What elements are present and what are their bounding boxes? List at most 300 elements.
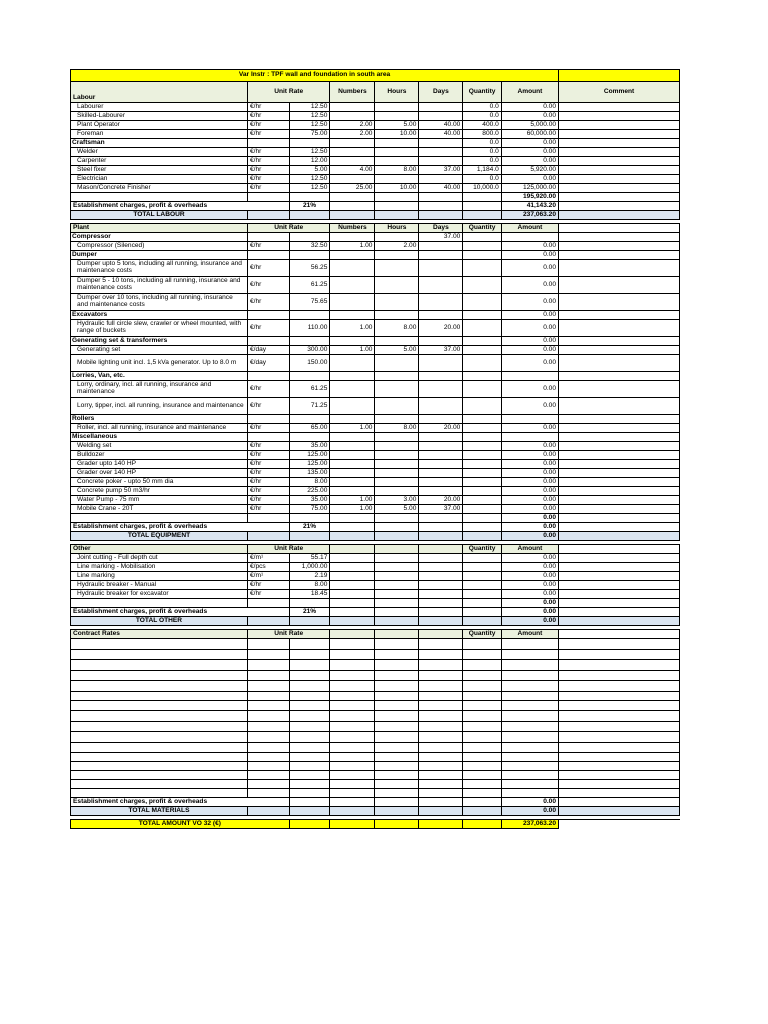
quantity-cell — [463, 505, 501, 514]
empty-cell — [375, 762, 419, 771]
unit-cell: €/hr — [247, 424, 289, 433]
empty-cell — [419, 742, 463, 753]
hours-cell: 10.00 — [375, 184, 419, 193]
unit-cell: €/m¹ — [247, 572, 289, 581]
establishment-percent — [289, 798, 330, 807]
empty-cell — [419, 599, 463, 608]
total-amount: 0.00 — [501, 617, 558, 626]
item-description: Lorry, ordinary, incl. all running, insurance and maintenance — [71, 381, 248, 398]
quantity-cell — [463, 294, 501, 311]
unit-cell: €/day — [247, 355, 289, 372]
empty-cell — [419, 608, 463, 617]
empty-cell — [330, 762, 375, 771]
hours-cell — [375, 415, 419, 424]
empty-cell — [463, 681, 501, 692]
quantity-cell: 1,184.0 — [463, 166, 501, 175]
rate-cell — [289, 337, 330, 346]
section-label-contract: Contract Rates — [71, 630, 248, 639]
days-cell — [419, 442, 463, 451]
empty-cell — [559, 753, 680, 762]
comment-cell — [559, 260, 680, 277]
amount-cell: 0.00 — [501, 478, 558, 487]
empty-cell — [419, 771, 463, 780]
empty-cell — [419, 700, 463, 711]
days-cell: 20.00 — [419, 424, 463, 433]
header-quantity: Quantity — [463, 224, 501, 233]
empty-cell — [247, 660, 289, 671]
header-days: Days — [419, 224, 463, 233]
quantity-cell — [463, 460, 501, 469]
amount-cell: 0.00 — [501, 277, 558, 294]
total-amount: 0.00 — [501, 807, 558, 816]
empty-cell — [289, 820, 330, 829]
days-cell — [419, 251, 463, 260]
unit-cell: €/pcs — [247, 563, 289, 572]
table-row — [71, 442, 680, 451]
table-row — [71, 112, 680, 121]
empty-cell — [501, 700, 558, 711]
empty-cell — [71, 599, 248, 608]
table-row — [71, 233, 680, 242]
item-description: Concrete pump 50 m3/hr — [71, 487, 248, 496]
empty-cell — [71, 711, 248, 722]
comment-cell — [559, 130, 680, 139]
hours-cell — [375, 442, 419, 451]
empty-cell — [375, 193, 419, 202]
empty-cell — [559, 771, 680, 780]
numbers-cell — [330, 337, 375, 346]
empty-cell — [289, 700, 330, 711]
amount-cell: 0.00 — [501, 563, 558, 572]
empty-cell — [419, 649, 463, 660]
unit-cell: €/hr — [247, 242, 289, 251]
table-row — [71, 175, 680, 184]
quantity-cell — [463, 496, 501, 505]
empty-cell — [375, 700, 419, 711]
empty-cell — [463, 617, 501, 626]
empty-cell — [330, 572, 375, 581]
table-row — [71, 148, 680, 157]
empty-cell — [247, 639, 289, 650]
empty-cell — [330, 532, 375, 541]
empty-cell — [71, 691, 248, 700]
amount-cell: 0.00 — [501, 505, 558, 514]
empty-cell — [330, 711, 375, 722]
quantity-cell: 10,000.0 — [463, 184, 501, 193]
unit-cell: €/hr — [247, 478, 289, 487]
numbers-cell: 4.00 — [330, 166, 375, 175]
empty-cell — [501, 681, 558, 692]
empty-cell — [419, 563, 463, 572]
header-amount: Amount — [501, 82, 558, 103]
unit-cell: €/hr — [247, 130, 289, 139]
empty-cell — [419, 732, 463, 743]
amount-cell: 0.00 — [501, 572, 558, 581]
empty-cell — [289, 762, 330, 771]
amount-cell: 0.00 — [501, 112, 558, 121]
empty-cell — [559, 711, 680, 722]
empty-cell — [330, 514, 375, 523]
empty-cell — [419, 721, 463, 732]
table-row — [71, 381, 680, 398]
quantity-cell — [463, 355, 501, 372]
hours-cell: 8.00 — [375, 166, 419, 175]
hours-cell — [375, 157, 419, 166]
amount-cell: 0.00 — [501, 469, 558, 478]
table-row — [71, 372, 680, 381]
numbers-cell — [330, 311, 375, 320]
quantity-cell — [463, 311, 501, 320]
empty-cell — [247, 789, 289, 798]
empty-cell — [419, 789, 463, 798]
empty-cell — [463, 771, 501, 780]
item-description: Hydraulic breaker for excavator — [71, 590, 248, 599]
empty-cell — [330, 820, 375, 829]
empty-cell — [330, 202, 375, 211]
amount-cell: 0.00 — [501, 581, 558, 590]
empty-cell — [71, 780, 248, 789]
item-description: Line marking — [71, 572, 248, 581]
empty-cell — [559, 617, 680, 626]
amount-cell: 0.00 — [501, 442, 558, 451]
empty-cell — [501, 660, 558, 671]
empty-cell — [289, 532, 330, 541]
quantity-cell — [463, 424, 501, 433]
rate-cell: 150.00 — [289, 355, 330, 372]
days-cell — [419, 139, 463, 148]
empty-cell — [463, 820, 501, 829]
empty-cell — [559, 608, 680, 617]
empty-cell — [375, 721, 419, 732]
empty-cell — [375, 599, 419, 608]
subtotal-amount: 0.00 — [501, 514, 558, 523]
empty-cell — [419, 514, 463, 523]
quantity-cell — [463, 242, 501, 251]
rate-cell — [289, 415, 330, 424]
item-description: Foreman — [71, 130, 248, 139]
comment-cell — [559, 175, 680, 184]
rate-cell: 1,000.00 — [289, 563, 330, 572]
table-row — [71, 433, 680, 442]
days-cell — [419, 311, 463, 320]
empty-cell — [247, 742, 289, 753]
amount-cell: 0.00 — [501, 311, 558, 320]
empty-cell — [330, 700, 375, 711]
empty-cell — [559, 721, 680, 732]
empty-cell — [375, 742, 419, 753]
amount-cell: 0.00 — [501, 451, 558, 460]
amount-cell: 0.00 — [501, 294, 558, 311]
hours-cell — [375, 260, 419, 277]
numbers-cell — [330, 294, 375, 311]
empty-cell — [419, 581, 463, 590]
subtotal-row — [71, 193, 680, 202]
table-row — [71, 581, 680, 590]
empty-cell — [463, 798, 501, 807]
hours-cell — [375, 103, 419, 112]
quantity-cell — [463, 320, 501, 337]
empty-cell — [375, 532, 419, 541]
item-description: Grader upto 140 HP — [71, 460, 248, 469]
days-cell — [419, 175, 463, 184]
empty-cell — [71, 742, 248, 753]
empty-cell — [559, 639, 680, 650]
empty-cell — [289, 732, 330, 743]
unit-cell: €/hr — [247, 320, 289, 337]
empty-cell — [330, 798, 375, 807]
empty-cell — [289, 211, 330, 220]
empty-cell — [463, 807, 501, 816]
amount-cell: 0.00 — [501, 260, 558, 277]
empty-cell — [419, 532, 463, 541]
numbers-cell — [330, 157, 375, 166]
amount-cell: 0.00 — [501, 496, 558, 505]
empty-cell — [289, 691, 330, 700]
days-cell — [419, 469, 463, 478]
empty-cell — [559, 670, 680, 681]
empty-cell — [330, 617, 375, 626]
amount-cell: 0.00 — [501, 320, 558, 337]
empty-cell — [289, 807, 330, 816]
unit-cell: €/hr — [247, 184, 289, 193]
unit-cell: €/hr — [247, 121, 289, 130]
empty-cell — [501, 711, 558, 722]
empty-cell — [289, 514, 330, 523]
numbers-cell — [330, 233, 375, 242]
empty-cell — [247, 807, 289, 816]
amount-cell — [501, 433, 558, 442]
header-unit-rate: Unit Rate — [247, 224, 329, 233]
comment-cell — [559, 320, 680, 337]
table-row — [71, 166, 680, 175]
table-row — [71, 355, 680, 372]
empty-cell — [419, 753, 463, 762]
numbers-cell — [330, 398, 375, 415]
item-description: Carpenter — [71, 157, 248, 166]
empty-cell — [559, 649, 680, 660]
header-numbers: Numbers — [330, 82, 375, 103]
days-cell — [419, 148, 463, 157]
item-description: Hydraulic breaker - Manual — [71, 581, 248, 590]
empty-cell — [330, 807, 375, 816]
empty-cell — [559, 599, 680, 608]
unit-cell — [247, 139, 289, 148]
comment-cell — [559, 242, 680, 251]
table-row — [71, 103, 680, 112]
numbers-cell — [330, 372, 375, 381]
table-row — [71, 337, 680, 346]
blank-row — [71, 681, 680, 692]
days-cell — [419, 415, 463, 424]
empty-cell — [559, 691, 680, 700]
item-description: Concrete poker - upto 50 mm dia — [71, 478, 248, 487]
hours-cell — [375, 355, 419, 372]
empty-cell — [330, 670, 375, 681]
comment-cell — [559, 451, 680, 460]
total-label: TOTAL OTHER — [71, 617, 248, 626]
days-cell — [419, 260, 463, 277]
empty-cell — [330, 780, 375, 789]
empty-cell — [375, 554, 419, 563]
hours-cell: 3.00 — [375, 496, 419, 505]
hours-cell — [375, 233, 419, 242]
amount-cell: 0.00 — [501, 251, 558, 260]
amount-cell: 125,000.00 — [501, 184, 558, 193]
section-header-plant — [71, 224, 680, 233]
total-label: TOTAL LABOUR — [71, 211, 248, 220]
comment-cell — [559, 184, 680, 193]
empty-cell — [419, 820, 463, 829]
empty-cell — [559, 202, 680, 211]
numbers-cell — [330, 433, 375, 442]
numbers-cell — [330, 381, 375, 398]
total-label: TOTAL MATERIALS — [71, 807, 248, 816]
hours-cell — [375, 381, 419, 398]
empty-cell — [247, 617, 289, 626]
empty-cell — [247, 780, 289, 789]
comment-cell — [559, 337, 680, 346]
days-cell — [419, 398, 463, 415]
unit-cell — [247, 415, 289, 424]
empty-cell — [247, 762, 289, 771]
rate-cell: 75.00 — [289, 130, 330, 139]
quantity-cell — [463, 563, 501, 572]
rate-cell: 5.00 — [289, 166, 330, 175]
numbers-cell — [330, 469, 375, 478]
table-row — [71, 487, 680, 496]
header-blank — [559, 224, 680, 233]
unit-cell: €/hr — [247, 260, 289, 277]
empty-cell — [330, 193, 375, 202]
hours-cell: 5.00 — [375, 505, 419, 514]
comment-cell — [559, 478, 680, 487]
header-hours: Hours — [375, 82, 419, 103]
total-amount: 0.00 — [501, 532, 558, 541]
item-description: Bulldozer — [71, 451, 248, 460]
hours-cell: 10.00 — [375, 130, 419, 139]
amount-cell: 0.00 — [501, 346, 558, 355]
empty-cell — [501, 639, 558, 650]
rate-cell: 135.00 — [289, 469, 330, 478]
empty-cell — [501, 780, 558, 789]
quantity-cell — [463, 337, 501, 346]
hours-cell — [375, 277, 419, 294]
comment-cell — [559, 433, 680, 442]
unit-cell: €/hr — [247, 496, 289, 505]
empty-cell — [375, 820, 419, 829]
empty-cell — [463, 599, 501, 608]
establishment-percent: 21% — [289, 608, 330, 617]
days-cell — [419, 103, 463, 112]
rate-cell: 55.17 — [289, 554, 330, 563]
grand-total-label: TOTAL AMOUNT VO 32 (€) — [71, 820, 290, 829]
empty-cell — [71, 660, 248, 671]
unit-cell — [247, 233, 289, 242]
comment-cell — [559, 505, 680, 514]
empty-cell — [71, 732, 248, 743]
comment-cell — [559, 166, 680, 175]
header-comment: Comment — [559, 82, 680, 103]
header-unit-rate: Unit Rate — [247, 82, 329, 103]
unit-cell: €/hr — [247, 166, 289, 175]
header-numbers — [330, 545, 375, 554]
days-cell — [419, 294, 463, 311]
empty-cell — [330, 523, 375, 532]
days-cell: 20.00 — [419, 320, 463, 337]
header-quantity: Quantity — [463, 545, 501, 554]
total-row — [71, 532, 680, 541]
comment-cell — [559, 103, 680, 112]
empty-cell — [375, 563, 419, 572]
empty-cell — [463, 649, 501, 660]
comment-cell — [559, 294, 680, 311]
empty-cell — [463, 523, 501, 532]
establishment-row — [71, 523, 680, 532]
category-label: Miscellaneous — [71, 433, 248, 442]
table-row — [71, 121, 680, 130]
empty-cell — [330, 789, 375, 798]
empty-cell — [247, 514, 289, 523]
empty-cell — [559, 798, 680, 807]
establishment-amount: 0.00 — [501, 608, 558, 617]
empty-cell — [247, 691, 289, 700]
table-row — [71, 590, 680, 599]
empty-cell — [501, 789, 558, 798]
subtotal-amount: 0.00 — [501, 599, 558, 608]
empty-cell — [289, 670, 330, 681]
empty-cell — [559, 732, 680, 743]
category-label: Dumper — [71, 251, 248, 260]
header-unit-rate: Unit Rate — [247, 630, 329, 639]
quantity-cell — [463, 372, 501, 381]
quantity-cell — [463, 381, 501, 398]
empty-cell — [463, 780, 501, 789]
unit-cell: €/hr — [247, 505, 289, 514]
section-label-labour: Labour — [71, 82, 248, 103]
section-header-other — [71, 545, 680, 554]
quantity-cell: 0.0 — [463, 112, 501, 121]
empty-cell — [375, 670, 419, 681]
hours-cell: 8.00 — [375, 424, 419, 433]
days-cell — [419, 277, 463, 294]
numbers-cell — [330, 355, 375, 372]
empty-cell — [463, 721, 501, 732]
days-cell — [419, 433, 463, 442]
days-cell — [419, 112, 463, 121]
empty-cell — [71, 721, 248, 732]
table-row — [71, 251, 680, 260]
unit-cell: €/hr — [247, 148, 289, 157]
hours-cell: 2.00 — [375, 242, 419, 251]
empty-cell — [463, 789, 501, 798]
unit-cell: €/hr — [247, 112, 289, 121]
empty-cell — [71, 649, 248, 660]
rate-cell: 32.50 — [289, 242, 330, 251]
table-row — [71, 451, 680, 460]
rate-cell — [289, 433, 330, 442]
numbers-cell: 1.00 — [330, 496, 375, 505]
amount-cell: 0.00 — [501, 139, 558, 148]
quantity-cell — [463, 346, 501, 355]
hours-cell — [375, 478, 419, 487]
total-row — [71, 807, 680, 816]
numbers-cell: 1.00 — [330, 346, 375, 355]
comment-cell — [559, 460, 680, 469]
blank-row — [71, 753, 680, 762]
rate-cell: 75.00 — [289, 505, 330, 514]
days-cell — [419, 478, 463, 487]
header-days — [419, 545, 463, 554]
